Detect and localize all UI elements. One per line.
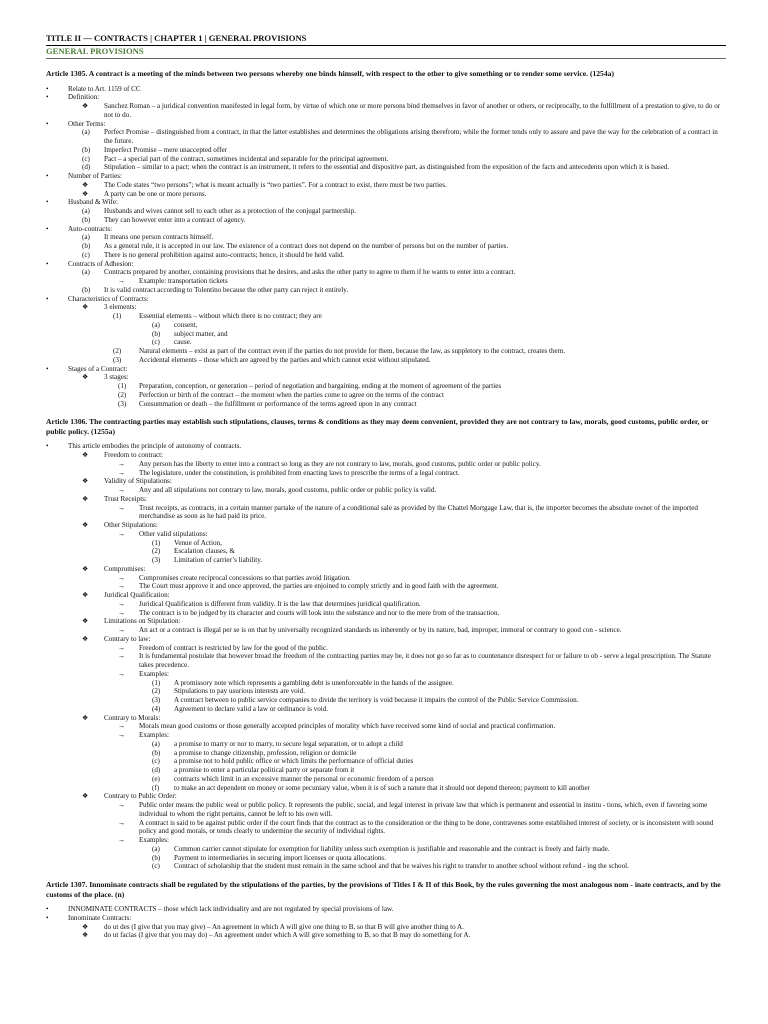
outline-text: They can however enter into a contract of agency. (104, 215, 246, 224)
outline-text: a promise to change citizenship, profession, religion or domicile (174, 748, 357, 757)
list-marker: (2) (152, 547, 161, 556)
list-marker: (2) (118, 390, 127, 399)
list-marker: (3) (152, 696, 161, 704)
outline-item (46, 373, 726, 382)
list-marker: ❖ (82, 931, 89, 940)
list-marker: (a) (152, 739, 160, 748)
list-marker: (c) (152, 862, 160, 871)
outline-text: Stipulation – similar to a pact; when the contract is an instrument, it refers to the essential and dispositive part, as distinguished from the exposition of the facts and antecedents upon which it is based. (104, 163, 670, 172)
list-marker: (c) (82, 154, 90, 163)
list-marker: (1) (152, 678, 161, 687)
outline-text: Examples: (139, 669, 169, 678)
outline-item (46, 626, 726, 635)
outline-item (46, 181, 726, 190)
outline-item (46, 146, 726, 155)
outline-item (46, 303, 726, 312)
outline-item (46, 635, 726, 644)
article-heading: Article 1305. A contract is a meeting of the minds between two persons whereby one binds himself, with respect to the other to give something or to render some service. (1254a) (46, 69, 614, 78)
outline-text: cause. (174, 338, 192, 347)
list-marker: (d) (82, 163, 91, 172)
outline-text: Limitations on Stipulation: (104, 617, 181, 626)
list-marker: ❖ (82, 494, 89, 503)
list-marker: ❖ (82, 180, 89, 189)
outline-text: There is no general prohibition against auto-contracts; hence, it should be held valid. (104, 250, 345, 259)
outline-item (46, 792, 726, 801)
outline-text: a promise not to hold public office or which limits the performance of official duties (174, 757, 414, 766)
outline-text: Characteristics of Contracts: (68, 294, 149, 303)
outline-item (46, 260, 726, 269)
list-marker: (2) (113, 347, 122, 355)
outline-item (46, 400, 726, 409)
outline-item (46, 582, 726, 591)
outline-text: a promise to enter a particular political party or separate from it (174, 766, 355, 774)
list-marker: → (118, 277, 126, 285)
outline-item (46, 347, 726, 356)
list-marker: (4) (152, 704, 161, 713)
outline-text: A party can be one or more persons. (104, 189, 207, 198)
outline-text: The Court must approve it and once approved, the parties are enjoined to comply strictly and in good faith with the agreement. (139, 582, 499, 591)
outline-item (46, 128, 726, 146)
outline-text: It means one person contracts himself. (104, 233, 214, 242)
document-body (46, 69, 726, 940)
outline-text: Limitation of carrier’s liability. (174, 556, 263, 564)
outline-text: 3 stages: (104, 373, 129, 382)
outline-text: An act or a contract is illegal per se is on that by universally recognized standards us inherently or by its nature, bad, improper, immoral or contrary to good con - science. (139, 626, 622, 634)
list-marker: ❖ (82, 713, 89, 722)
outline-item (46, 155, 726, 164)
list-marker: → (118, 599, 126, 608)
list-marker: (2) (152, 687, 161, 696)
outline-item (46, 382, 726, 391)
list-marker: → (118, 643, 126, 652)
outline-text: contracts which limit in an excessive manner the personal or economic freedom of a person (174, 774, 434, 783)
outline-item (46, 722, 726, 731)
outline-item (46, 862, 726, 871)
outline-text: Auto-contracts: (68, 224, 113, 233)
outline-item (46, 775, 726, 784)
list-marker: → (118, 582, 126, 591)
outline-text: Contract of scholarship that the student must remain in the same school and that he waives his right to transfer to another school without refund - ing the school. (174, 862, 629, 871)
outline-item (46, 845, 726, 854)
list-marker: • (46, 84, 49, 93)
outline-item (46, 556, 726, 565)
outline-text: This article embodies the principle of autonomy of contracts. (68, 442, 242, 451)
list-marker: → (118, 836, 126, 844)
outline-text: Other valid stipulations: (139, 529, 208, 538)
list-marker: (b) (82, 215, 91, 224)
outline-item (46, 705, 726, 714)
outline-text: Public order means the public weal or public policy. It represents the public, social, and legal interest in private law that which is permanent and essential in institu - tions, which, even if favoring some individual to whom the right pertains, cannot be left to his own will. (139, 801, 708, 818)
outline-item (46, 120, 726, 129)
list-marker: (1) (113, 312, 122, 320)
list-marker: • (46, 224, 49, 233)
outline-item (46, 609, 726, 618)
outline-item (46, 731, 726, 740)
outline-item (46, 477, 726, 486)
list-marker: (1) (152, 538, 161, 547)
list-marker: ❖ (82, 102, 89, 110)
list-marker: ❖ (82, 373, 89, 382)
outline-text: A contract between to public service companies to divide the territory is void because it impairs the control of the Public Service Commission. (174, 696, 579, 704)
outline-item (46, 652, 726, 670)
outline-item (46, 547, 726, 556)
outline-text: Sanchez Roman – a juridical convention manifested in legal form, by virtue of which one or more persons bind themselves in favor of another or others, or reciprocally, to the fulfillment of a prestation to give, to do or not to do. (104, 102, 721, 119)
outline-text: Common carrier cannot stipulate for exemption for liability unless such exemption is justifiable and reasonable and the contract is freely and fairly made. (174, 844, 610, 853)
list-marker: → (118, 722, 126, 731)
outline-text: Perfect Promise – distinguished from a contract, in that the latter establishes and determines the obligations arising therefrom; while the former tends only to assure and pave the way for the celebration of a contract in the future. (104, 128, 718, 145)
list-marker: ❖ (82, 922, 89, 931)
spacer (46, 408, 726, 413)
list-marker: (a) (82, 268, 90, 277)
list-marker: ❖ (82, 792, 89, 801)
list-marker: (b) (152, 329, 161, 338)
list-marker: → (118, 801, 126, 809)
outline-item (46, 670, 726, 679)
outline-item (46, 338, 726, 347)
spacer (46, 871, 726, 876)
list-marker: (a) (82, 207, 90, 215)
outline-item (46, 923, 726, 932)
list-marker: (b) (82, 285, 91, 294)
outline-item (46, 251, 726, 260)
outline-item (46, 225, 726, 234)
list-marker: ❖ (82, 477, 89, 486)
outline-text: Stipulations to pay usurious interests are void. (174, 687, 306, 696)
outline-item (46, 740, 726, 749)
list-marker: (3) (152, 556, 161, 564)
outline-item (46, 714, 726, 723)
outline-text: The contract is to be judged by its character and courts will look into the substance and nor to the mere from of the transaction. (139, 608, 500, 617)
outline-item (46, 914, 726, 923)
outline-item (46, 85, 726, 94)
section-heading: GENERAL PROVISIONS (46, 46, 726, 59)
outline-item (46, 207, 726, 216)
outline-item (46, 460, 726, 469)
outline-text: Other Terms: (68, 119, 106, 128)
list-marker: • (46, 198, 49, 207)
outline-text: Any person has the liberty to enter into a contract so long as they are not contrary to law, morals, good customs, public order or public policy. (139, 459, 541, 468)
outline-text: Venue of Action, (174, 538, 222, 547)
outline-text: subject matter, and (174, 329, 228, 338)
outline-item (46, 442, 726, 451)
outline-text: Husband & Wife: (68, 198, 119, 207)
list-marker: ❖ (82, 617, 89, 626)
outline-text: Trust receipts, as contracts, in a certain manner partake of the nature of a conditional sale as provided by the Chattel Mortgage Law, that is, the importer becomes the absolute owner of the imported merchandise as soon as he had paid its price. (139, 503, 698, 521)
outline-text: Examples: (139, 836, 169, 844)
outline-text: do ut facias (I give that you may do) – An agreement under which A will give something to B, so that B may do something for A. (104, 931, 471, 940)
outline-text: Relate to Art. 1159 of CC (68, 84, 141, 93)
outline-item (46, 836, 726, 845)
outline-text: Contracts prepared by another, containing provisions that he desires, and asks the other party to agree to them if he wants to enter into a contract. (104, 268, 516, 277)
outline-item (46, 93, 726, 102)
list-marker: • (46, 119, 49, 128)
outline-item (46, 451, 726, 460)
outline-item (46, 242, 726, 251)
outline-item (46, 687, 726, 696)
list-marker: • (46, 172, 49, 180)
list-marker: ❖ (82, 591, 89, 599)
list-marker: • (46, 364, 49, 373)
outline-text: Contrary to law: (104, 634, 151, 643)
list-marker: (f) (152, 783, 160, 792)
list-marker: (3) (118, 399, 127, 408)
list-marker: (d) (152, 766, 161, 774)
list-marker: → (118, 573, 126, 582)
outline-text: Innominate Contracts: (68, 913, 132, 922)
outline-item (46, 469, 726, 478)
outline-item (46, 521, 726, 530)
outline-text: Contrary to Morals: (104, 713, 161, 722)
outline-text: Compromises create reciprocal concessions so that parties avoid litigation. (139, 573, 351, 582)
list-marker: • (46, 913, 49, 922)
outline-text: Stages of a Contract: (68, 364, 128, 373)
article-heading: Article 1306. The contracting parties may establish such stipulations, clauses, terms & conditions as they may deem convenient, provided they are not contrary to law, morals, good customs, public order, or public policy. (1255a) (46, 417, 709, 436)
outline-text: Freedom of contract is restricted by law for the good of the public. (139, 643, 328, 652)
list-marker: (b) (82, 145, 91, 154)
outline-text: a promise to marry or nor to marry, to secure legal separation, or to adopt a child (174, 739, 403, 748)
outline-text: Perfection or birth of the contract – the moment when the parties come to agree on the terms of the contract (139, 390, 444, 399)
outline-text: 3 elements: (104, 303, 137, 312)
outline-item (46, 749, 726, 758)
list-marker: (a) (152, 320, 160, 329)
list-marker: (c) (152, 338, 160, 347)
list-marker: (a) (82, 233, 90, 242)
list-marker: • (46, 294, 49, 303)
outline-item (46, 233, 726, 242)
outline-item (46, 679, 726, 688)
outline-text: The Code states “two persons”; what is meant actually is “two parties”. For a contract to exist, there must be two parties. (104, 180, 447, 189)
list-marker: → (118, 529, 126, 538)
list-marker: → (118, 731, 126, 739)
outline-item (46, 539, 726, 548)
outline-item (46, 757, 726, 766)
outline-item (46, 644, 726, 653)
outline-item (46, 268, 726, 277)
article-heading: Article 1307. Innominate contracts shall be regulated by the stipulations of the parties, by the provisions of Titles I & II of this Book, by the rules governing the most analogous nom - inate contracts, and by the customs of the place. (n) (46, 880, 721, 899)
outline-text: consent, (174, 320, 198, 329)
outline-text: Contracts of Adhesion: (68, 259, 134, 268)
outline-item (46, 696, 726, 705)
list-marker: ❖ (82, 564, 89, 573)
outline-text: Natural elements – exist as part of the contract even if the parties do not provide for them, because the law, as suppletory to the contract, creates them. (139, 347, 565, 355)
list-marker: → (118, 503, 126, 512)
outline-item (46, 198, 726, 207)
outline-item (46, 574, 726, 583)
outline-text: A contract is said to be against public order if the court finds that the contract as to the consideration or the thing to be done, contravenes some established interest of society, or is inconsistent with sound policy and good morals, or tends clearly to undermine the security of individual rights. (139, 818, 714, 836)
outline-text: Consummation or death – the fulfillment or performance of the terms agreed upon in any contract (139, 399, 417, 408)
outline-text: As a general rule, it is accepted in our law. The existence of a contract does not depend on the number of persons but on the number of parties. (104, 242, 509, 250)
list-marker: ❖ (82, 521, 89, 529)
outline-item (46, 102, 726, 120)
outline-text: Husbands and wives cannot sell to each other as a protection of the conjugal partnership. (104, 207, 356, 215)
list-marker: (3) (113, 355, 122, 364)
outline-item (46, 365, 726, 374)
list-marker: • (46, 442, 49, 451)
outline-item (46, 591, 726, 600)
outline-item (46, 172, 726, 181)
outline-item (46, 286, 726, 295)
outline-text: The legislature, under the constitution, is prohibited from enacting laws to prescribe the terms of a legal contract. (139, 468, 460, 477)
outline-text: Any and all stipulations not contrary to law, morals, good customs, public order or public policy is valid. (139, 486, 437, 494)
list-marker: (c) (152, 757, 160, 766)
outline-text: Other Stipulations: (104, 521, 158, 529)
list-marker: (b) (82, 242, 91, 250)
outline-item (46, 504, 726, 522)
document-page (46, 33, 726, 940)
outline-text: Number of Parties: (68, 172, 122, 180)
outline-text: Definition: (68, 93, 100, 102)
outline-text: Validity of Stipulations: (104, 477, 172, 486)
list-marker: • (46, 259, 49, 268)
outline-text: INNOMINATE CONTRACTS – those which lack individuality and are not regulated by special provisions of law. (68, 905, 394, 913)
outline-text: A promissory note which represents a gambling debt is unenforceable in the hands of the assignee. (174, 678, 454, 687)
outline-text: It is valid contract according to Tolentino because the other party can reject it entirely. (104, 285, 349, 294)
outline-text: Accidental elements – those which are agreed by the parties and which cannot exist without stipulated. (139, 355, 431, 364)
list-marker: (c) (82, 250, 90, 259)
list-marker: → (118, 459, 126, 468)
outline-text: Agreement to declare valid a law or ordinance is void. (174, 704, 329, 713)
list-marker: → (118, 818, 126, 827)
outline-text: Pact – a special part of the contract, sometimes incidental and separable for the principal agreement. (104, 154, 389, 163)
list-marker: ❖ (82, 189, 89, 198)
outline-item (46, 801, 726, 819)
list-marker: (a) (152, 844, 160, 853)
outline-item (46, 321, 726, 330)
outline-item (46, 905, 726, 914)
outline-text: Payment to intermediaries in securing import licenses or quota allocations. (174, 853, 386, 862)
outline-item (46, 854, 726, 863)
list-marker: → (118, 652, 126, 661)
list-marker: (e) (152, 774, 160, 783)
list-marker: • (46, 93, 49, 102)
outline-text: Juridical Qualification is different from validity. It is the law that determines juridical qualification. (139, 599, 421, 608)
outline-text: Trust Receipts: (104, 494, 147, 503)
outline-text: Compromises: (104, 564, 146, 573)
list-marker: (a) (82, 128, 90, 137)
outline-item (46, 495, 726, 504)
outline-item (46, 600, 726, 609)
outline-item (46, 565, 726, 574)
list-marker: → (118, 608, 126, 617)
list-marker: • (46, 905, 49, 913)
list-marker: (1) (118, 382, 127, 390)
list-marker: (b) (152, 853, 161, 862)
outline-text: Contrary to Public Order: (104, 792, 177, 801)
outline-item (46, 486, 726, 495)
outline-text: Juridical Qualification: (104, 591, 170, 599)
outline-text: Example: transportation tickets (139, 277, 228, 285)
outline-item (46, 190, 726, 199)
outline-text: Morals mean good customs or those generally accepted principles of morality which have received some kind of social and practical confirmation. (139, 722, 556, 731)
page-header: TITLE II — CONTRACTS | CHAPTER 1 | GENERAL PROVISIONS (46, 33, 726, 46)
outline-text: It is fundamental postulate that however broad the freedom of the contracting parties may be, it does not go so far as to countenance disrespect for or failure to ob - serve a legal prescription. The Statute takes precedence. (139, 652, 711, 669)
list-marker: → (118, 486, 126, 494)
outline-item (46, 295, 726, 304)
outline-text: Examples: (139, 731, 169, 739)
list-marker: (b) (152, 748, 161, 757)
list-marker: ❖ (82, 451, 89, 459)
outline-text: to make an act dependent on money or some pecuniary value, when it is of such a nature that it should not depend thereon; payment to kill another (174, 783, 591, 792)
outline-item (46, 931, 726, 940)
outline-item (46, 277, 726, 286)
outline-text: Escalation clauses, & (174, 547, 235, 556)
outline-item (46, 617, 726, 626)
outline-text: do ut des (I give that you may give) – An agreement in which A will give one thing to B, so that B will give another thing to A. (104, 922, 464, 931)
outline-item (46, 356, 726, 365)
list-marker: → (118, 626, 126, 634)
outline-item (46, 766, 726, 775)
list-marker: ❖ (82, 634, 89, 643)
outline-item (46, 391, 726, 400)
list-marker: → (118, 468, 126, 477)
outline-item (46, 330, 726, 339)
outline-item (46, 530, 726, 539)
outline-item (46, 784, 726, 793)
outline-text: Imperfect Promise – mere unaccepted offer (104, 145, 227, 154)
outline-item (46, 312, 726, 321)
outline-item (46, 216, 726, 225)
list-marker: ❖ (82, 303, 89, 312)
list-marker: → (118, 669, 126, 678)
outline-text: Preparation, conception, or generation – period of negotiation and bargaining, ending at the moment of agreement of the parties (139, 382, 502, 390)
outline-item (46, 163, 726, 172)
outline-text: Freedom to contract: (104, 451, 164, 459)
outline-text: Essential elements – without which there is no contract; they are (139, 312, 322, 320)
outline-item (46, 819, 726, 837)
